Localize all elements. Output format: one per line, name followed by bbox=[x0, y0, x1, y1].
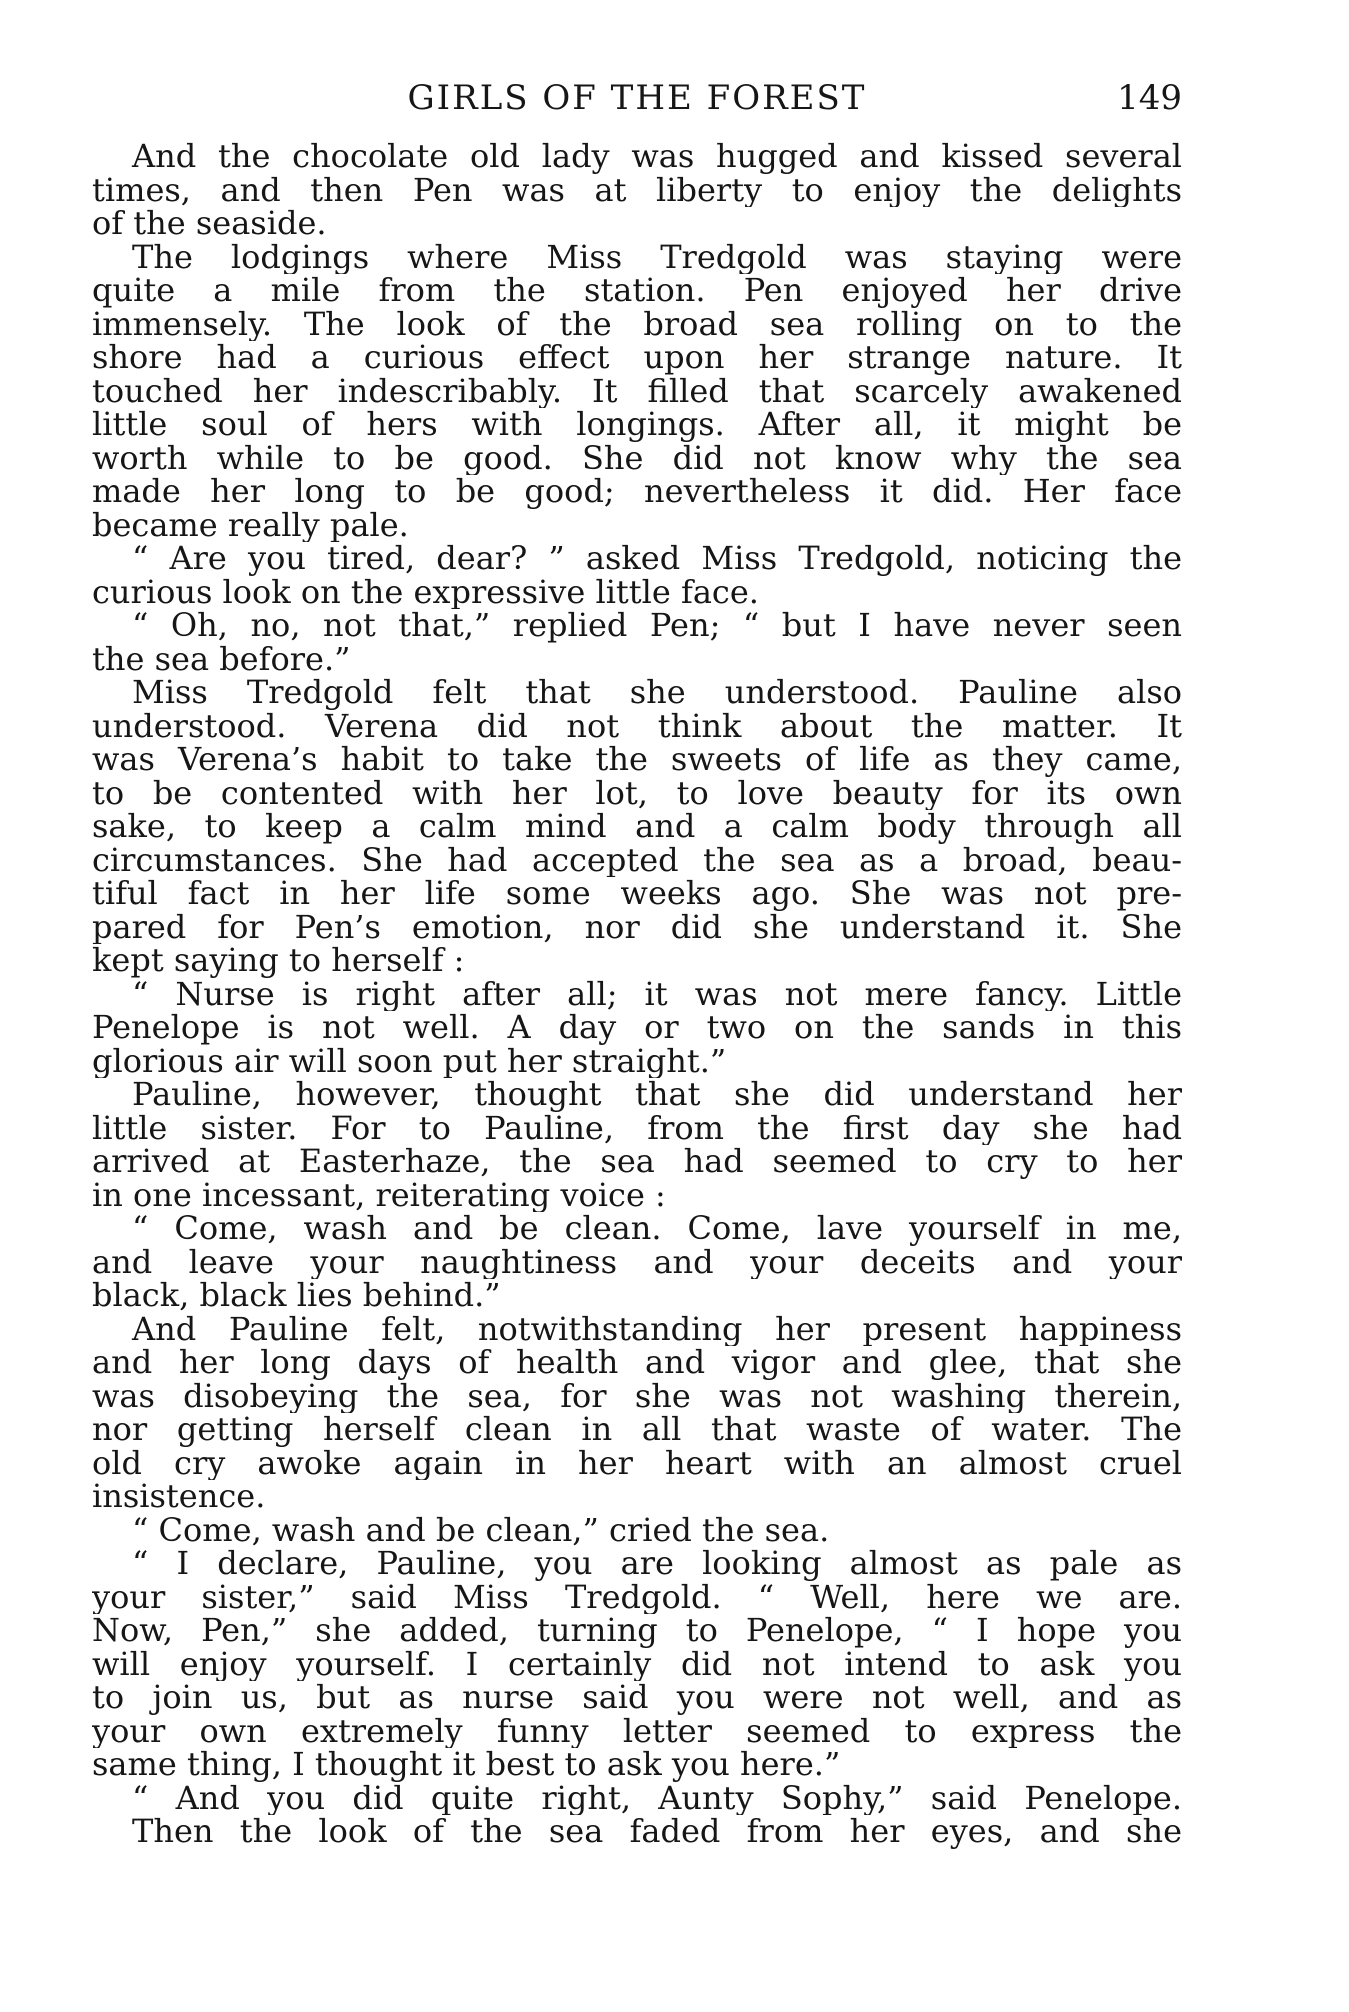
text-line: of the seaside. bbox=[92, 207, 327, 241]
text-line: quite a mile from the station. Pen enjoyed her drive bbox=[92, 274, 1182, 308]
text-line: shore had a curious effect upon her strange nature. It bbox=[92, 341, 1182, 375]
text-line: Now, Pen,” she added, turning to Penelope, “ I hope you bbox=[92, 1614, 1182, 1648]
text-line: Then the look of the sea faded from her eyes, and she bbox=[132, 1815, 1182, 1849]
text-line: Miss Tredgold felt that she understood. Pauline also bbox=[132, 676, 1182, 710]
page-number: 149 bbox=[1117, 78, 1182, 118]
page-header bbox=[92, 75, 1182, 121]
text-line: glorious air will soon put her straight.” bbox=[92, 1044, 727, 1078]
text-line: black, black lies behind.” bbox=[92, 1279, 501, 1313]
text-line: immensely. The look of the broad sea rolling on to the bbox=[92, 307, 1182, 341]
text-line: became really pale. bbox=[92, 508, 409, 542]
text-line: tiful fact in her life some weeks ago. She was not pre- bbox=[92, 877, 1182, 911]
text-line: Penelope is not well. A day or two on the sands in this bbox=[92, 1011, 1182, 1045]
text-line: to join us, but as nurse said you were not well, and as bbox=[92, 1681, 1182, 1715]
text-line: kept saying to herself : bbox=[92, 944, 465, 978]
text-line: was disobeying the sea, for she was not washing therein, bbox=[92, 1379, 1182, 1413]
text-line: “ Nurse is right after all; it was not mere fancy. Little bbox=[132, 977, 1182, 1011]
text-line: “ And you did quite right, Aunty Sophy,” said Penelope. bbox=[132, 1781, 1182, 1815]
text-line: “ I declare, Pauline, you are looking almost as pale as bbox=[132, 1547, 1182, 1581]
text-line: arrived at Easterhaze, the sea had seemed to cry to her bbox=[92, 1145, 1182, 1179]
text-line: pared for Pen’s emotion, nor did she understand it. She bbox=[92, 910, 1182, 944]
text-line: and leave your naughtiness and your deceits and your bbox=[92, 1245, 1182, 1279]
text-line: “ Oh, no, not that,” replied Pen; “ but I have never seen bbox=[132, 609, 1182, 643]
text-line: insistence. bbox=[92, 1480, 266, 1514]
text-line: curious look on the expressive little face. bbox=[92, 575, 759, 609]
text-line: understood. Verena did not think about the matter. It bbox=[92, 709, 1182, 743]
running-title: GIRLS OF THE FOREST bbox=[407, 78, 867, 118]
text-line: nor getting herself clean in all that waste of water. The bbox=[92, 1413, 1182, 1447]
text-line: was Verena’s habit to take the sweets of life as they came, bbox=[92, 743, 1182, 777]
text-line: worth while to be good. She did not know why the sea bbox=[92, 441, 1182, 475]
text-line: old cry awoke again in her heart with an almost cruel bbox=[92, 1446, 1182, 1480]
text-line: sake, to keep a calm mind and a calm body through all bbox=[92, 810, 1182, 844]
text-line: same thing, I thought it best to ask you here.” bbox=[92, 1748, 841, 1782]
text-line: your own extremely funny letter seemed to express the bbox=[92, 1714, 1182, 1748]
body-text bbox=[92, 140, 1182, 1849]
text-line: will enjoy yourself. I certainly did not intend to ask you bbox=[92, 1647, 1182, 1681]
text-line: circumstances. She had accepted the sea as a broad, beau- bbox=[92, 843, 1182, 877]
text-line: made her long to be good; nevertheless it did. Her face bbox=[92, 475, 1182, 509]
text-line: and her long days of health and vigor and glee, that she bbox=[92, 1346, 1182, 1380]
text-line: And Pauline felt, notwithstanding her present happiness bbox=[132, 1312, 1182, 1346]
text-line: touched her indescribably. It filled that scarcely awakened bbox=[92, 374, 1182, 408]
text-line: “ Are you tired, dear? ” asked Miss Tredgold, noticing the bbox=[132, 542, 1182, 576]
text-line: The lodgings where Miss Tredgold was staying were bbox=[132, 240, 1182, 274]
text-line: little soul of hers with longings. After all, it might be bbox=[92, 408, 1182, 442]
text-line: the sea before.” bbox=[92, 642, 351, 676]
text-line: to be contented with her lot, to love beauty for its own bbox=[92, 776, 1182, 810]
text-line: times, and then Pen was at liberty to enjoy the delights bbox=[92, 173, 1182, 207]
text-line: your sister,” said Miss Tredgold. “ Well, here we are. bbox=[92, 1580, 1182, 1614]
text-line: “ Come, wash and be clean,” cried the sea. bbox=[132, 1513, 830, 1547]
text-line: And the chocolate old lady was hugged and kissed several bbox=[132, 140, 1182, 174]
text-line: little sister. For to Pauline, from the first day she had bbox=[92, 1111, 1182, 1145]
text-line: in one incessant, reiterating voice : bbox=[92, 1178, 666, 1212]
text-line: “ Come, wash and be clean. Come, lave yourself in me, bbox=[132, 1212, 1182, 1246]
text-line: Pauline, however, thought that she did understand her bbox=[132, 1078, 1182, 1112]
